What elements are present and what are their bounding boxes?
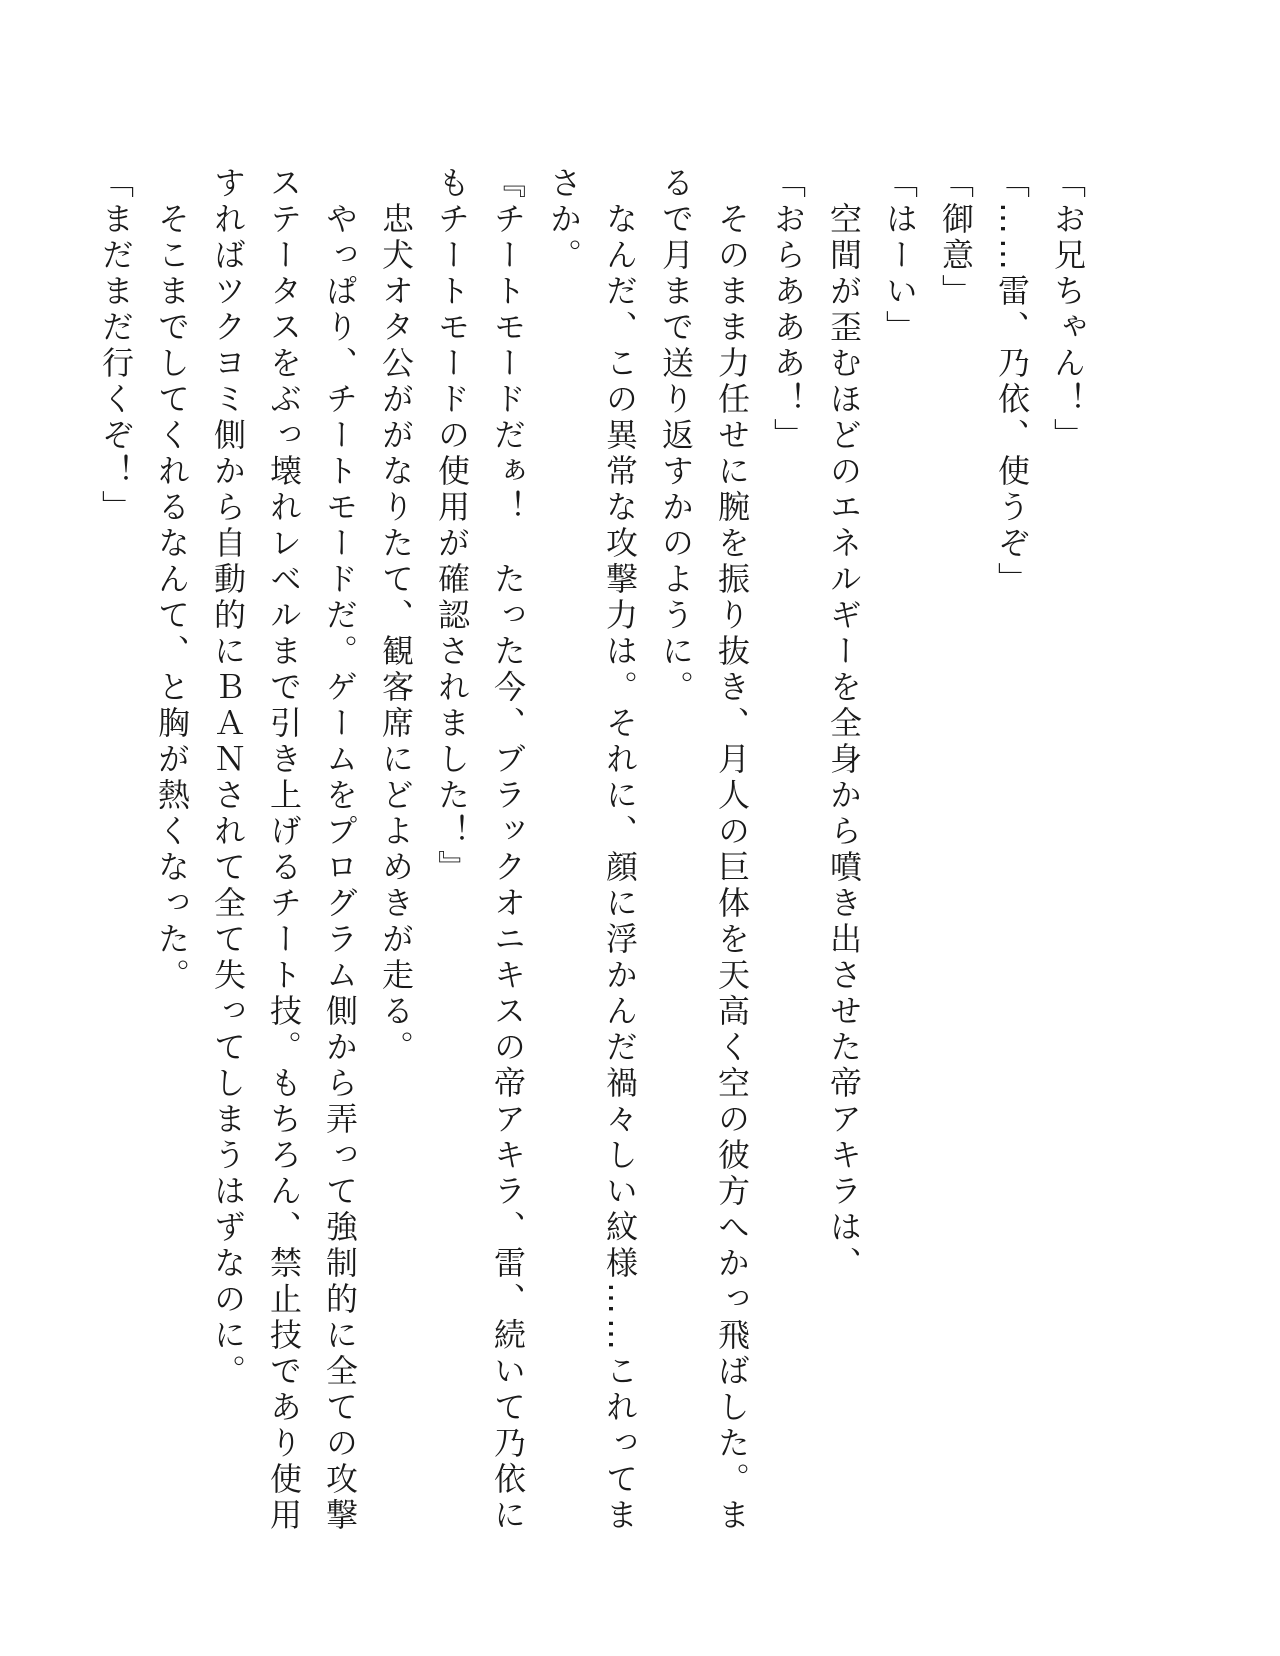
text-line: やっぱり、チートモードだ。ゲームをプログラム側から弄って強制的に全ての攻撃ステータスをぶっ壊れレベルまで引き上げるチート技。もちろん、禁止技であり使用すればツクヨミ側から自動的にＢＡＮされて全て失ってしまうはずなのに。 — [209, 166, 359, 1534]
text-line: 「はーい」 — [881, 166, 919, 346]
text-line: 「……雷、乃依、使うぞ」 — [993, 166, 1031, 598]
vertical-text-body — [97, 166, 1096, 1546]
text-line: 『チートモードだぁ！ たった今、ブラックオニキスの帝アキラ、雷、続いて乃依にもチートモードの使用が確認されました！』 — [433, 166, 527, 1534]
text-line: そのまま力任せに腕を振り抜き、月人の巨体を天高く空の彼方へかっ飛ばした。まるで月まで送り返すかのように。 — [657, 166, 751, 1534]
text-line: 「おらあああ！」 — [769, 166, 807, 454]
text-line: 「まだまだ行くぞ！」 — [97, 166, 135, 526]
text-line: そこまでしてくれるなんて、と胸が熱くなった。 — [153, 166, 191, 994]
text-line: 忠犬オタ公ががなりたて、観客席にどよめきが走る。 — [377, 166, 415, 1066]
text-line: 「御意」 — [937, 166, 975, 310]
text-line: 空間が歪むほどのエネルギーを全身から噴き出させた帝アキラは、 — [825, 166, 863, 1282]
text-line: なんだ、この異常な攻撃力は。それに、顔に浮かんだ禍々しい紋様……これってまさか。 — [545, 166, 639, 1534]
text-line: 「お兄ちゃん！」 — [1049, 166, 1087, 454]
